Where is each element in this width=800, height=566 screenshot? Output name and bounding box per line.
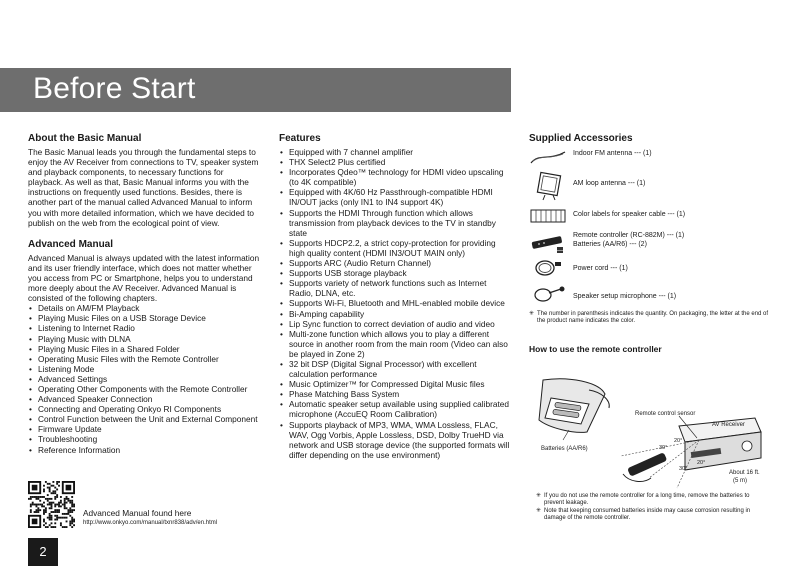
- list-item: • Playing Music Files on a USB Storage Device: [28, 313, 260, 323]
- list-item: • Connecting and Operating Onkyo RI Components: [28, 404, 260, 414]
- fm-antenna-icon: [529, 149, 567, 165]
- accessory-label: Color labels for speaker cable --- (1): [573, 211, 686, 218]
- list-item: • Supports playback of MP3, WMA, WMA Lossless, FLAC, WAV, Ogg Vorbis, Apple Lossless, DSD, Dolby TrueHD via network and USB storage device (the supported formats will differ depending on the use environment): [279, 420, 512, 460]
- list-item: • Operating Music Files with the Remote Controller: [28, 354, 260, 364]
- batteries-label: Batteries (AA/R6): [541, 446, 588, 452]
- list-item: • Control Function between the Unit and External Component: [28, 414, 260, 424]
- power-cord-icon: [529, 257, 567, 279]
- list-item: • Bi-Amping capability: [279, 309, 512, 319]
- features-list: [279, 147, 512, 460]
- note-mark: ✳: [536, 507, 542, 514]
- angle-label: 20°: [697, 460, 706, 466]
- advanced-heading: Advanced Manual: [28, 238, 114, 250]
- accessory-item: [529, 283, 774, 311]
- list-item: • Operating Other Components with the Remote Controller: [28, 384, 260, 394]
- accessories-note: [529, 311, 774, 326]
- list-item: • Reference Information: [28, 445, 260, 455]
- list-item: • Music Optimizer™ for Compressed Digital Music files: [279, 379, 512, 389]
- list-item: • 32 bit DSP (Digital Signal Processor) with excellent calculation performance: [279, 359, 512, 379]
- note-text: The number in parenthesis indicates the quantity. On packaging, the letter at the end of the product name indicates the color.: [537, 311, 769, 325]
- list-item: • Firmware Update: [28, 424, 260, 434]
- remote-pointing-icon: [627, 452, 667, 476]
- receiver-label: AV Receiver: [712, 422, 745, 428]
- angle-label: 30°: [679, 466, 688, 472]
- list-item: • Playing Music Files in a Shared Folder: [28, 344, 260, 354]
- sensor-label: Remote control sensor: [635, 411, 696, 417]
- list-item: • Listening Mode: [28, 364, 260, 374]
- list-item: • Lip Sync function to correct deviation of audio and video: [279, 319, 512, 329]
- accessory-label: AM loop antenna --- (1): [573, 180, 646, 187]
- page-number: 2: [28, 538, 58, 566]
- list-item: • Multi-zone function which allows you to play a different source in another room from the main room (Video can also be played in Zone 2): [279, 329, 512, 359]
- accessory-label: Indoor FM antenna --- (1): [573, 150, 652, 157]
- remote-controller-icon: [529, 233, 567, 253]
- distance-metric: (5 m): [733, 478, 747, 484]
- distance-label: About 16 ft.: [729, 470, 760, 476]
- column-basic-manual: [28, 133, 260, 455]
- remote-note: [536, 508, 766, 523]
- note-text: If you do not use the remote controller for a long time, remove the batteries to prevent leakage.: [544, 493, 750, 507]
- advanced-manual-link[interactable]: [83, 508, 217, 528]
- list-item: • Phase Matching Bass System: [279, 389, 512, 399]
- remote-usage-diagram: [529, 374, 779, 492]
- list-item: • Automatic speaker setup available using supplied calibrated microphone (AccuEQ Room Calibration): [279, 399, 512, 419]
- qr-code-icon[interactable]: [28, 481, 75, 528]
- accessory-item: [529, 147, 774, 171]
- list-item: • Playing Music with DLNA: [28, 334, 260, 344]
- microphone-icon: [529, 283, 567, 305]
- list-item: • Incorporates Qdeo™ technology for HDMI video upscaling (to 4K compatible): [279, 167, 512, 187]
- list-item: • Supports variety of network functions such as Internet Radio, DLNA, etc.: [279, 278, 512, 298]
- note-mark: ✳: [536, 493, 542, 499]
- remote-heading: How to use the remote controller: [529, 343, 662, 354]
- accessory-label: Remote controller (RC-882M) --- (1) Batteries (AA/R6) --- (2): [573, 232, 685, 248]
- about-heading: About the Basic Manual: [28, 133, 142, 144]
- list-item: • Details on AM/FM Playback: [28, 303, 260, 313]
- note-mark: ✳: [529, 311, 535, 317]
- list-item: • Listening to Internet Radio: [28, 323, 260, 333]
- list-item: • Advanced Speaker Connection: [28, 394, 260, 404]
- found-label: Advanced Manual found here: [83, 508, 192, 518]
- note-text: Note that keeping consumed batteries inside may cause corrosion resulting in damage of the remote controller.: [544, 507, 751, 522]
- accessories-heading: Supplied Accessories: [529, 133, 633, 144]
- list-item: • Equipped with 4K/60 Hz Passthrough-compatible HDMI IN/OUT jacks (only IN1 to IN4 support 4K): [279, 187, 512, 207]
- chapter-list: [28, 303, 260, 454]
- list-item: • Supports Wi-Fi, Bluetooth and MHL-enabled mobile device: [279, 298, 512, 308]
- color-labels-icon: [529, 208, 567, 224]
- title-bar: [0, 68, 511, 112]
- column-features: [279, 133, 512, 460]
- accessory-item: [529, 257, 774, 283]
- list-item: • Supports HDCP2.2, a strict copy-protection for providing high quality content (HDMI IN3/OUT MAIN only): [279, 238, 512, 258]
- list-item: • Supports the HDMI Through function which allows transmission from playback devices to the TV in standby state: [279, 208, 512, 238]
- remote-note: [536, 493, 766, 508]
- accessory-item: [529, 231, 774, 257]
- list-item: • Supports ARC (Audio Return Channel): [279, 258, 512, 268]
- list-item: • Equipped with 7 channel amplifier: [279, 147, 512, 157]
- accessory-label: Speaker setup microphone --- (1): [573, 293, 677, 300]
- accessory-item: [529, 205, 774, 231]
- angle-label: 20°: [674, 438, 683, 444]
- list-item: • THX Select2 Plus certified: [279, 157, 512, 167]
- manual-url[interactable]: http://www.onkyo.com/manual/txnr838/adv/en.html: [83, 520, 218, 526]
- list-item: • Supports USB storage playback: [279, 268, 512, 278]
- accessory-label: Power cord --- (1): [573, 265, 628, 272]
- list-item: • Troubleshooting: [28, 434, 260, 444]
- list-item: • Advanced Settings: [28, 374, 260, 384]
- advanced-body: Advanced Manual is always updated with the latest information and its user friendly interface, which does not matter whether you access from PC or Smartphone, helps you to understand more deeply about the AV Receiver. Advanced Manual is consisted of the following chapters.: [28, 252, 260, 304]
- column-accessories: [529, 133, 774, 357]
- page-title: Before Start: [33, 72, 196, 105]
- remote-notes: [536, 493, 766, 523]
- features-heading: Features: [279, 133, 321, 144]
- about-body: The Basic Manual leads you through the fundamental steps to enjoy the AV Receiver from connections to TV, speaker system and playback components, to necessary functions for playback. As well as that, Basic Manual informs you with the instructions on frequently used functions. Besides, there is another part of the manual called Advanced Manual to inform you with more detailed information, which we have decided to publish on the web from the ecological point of view.: [28, 147, 259, 228]
- angle-label: 30°: [659, 445, 668, 451]
- am-loop-antenna-icon: [529, 171, 567, 201]
- accessory-item: [529, 171, 774, 205]
